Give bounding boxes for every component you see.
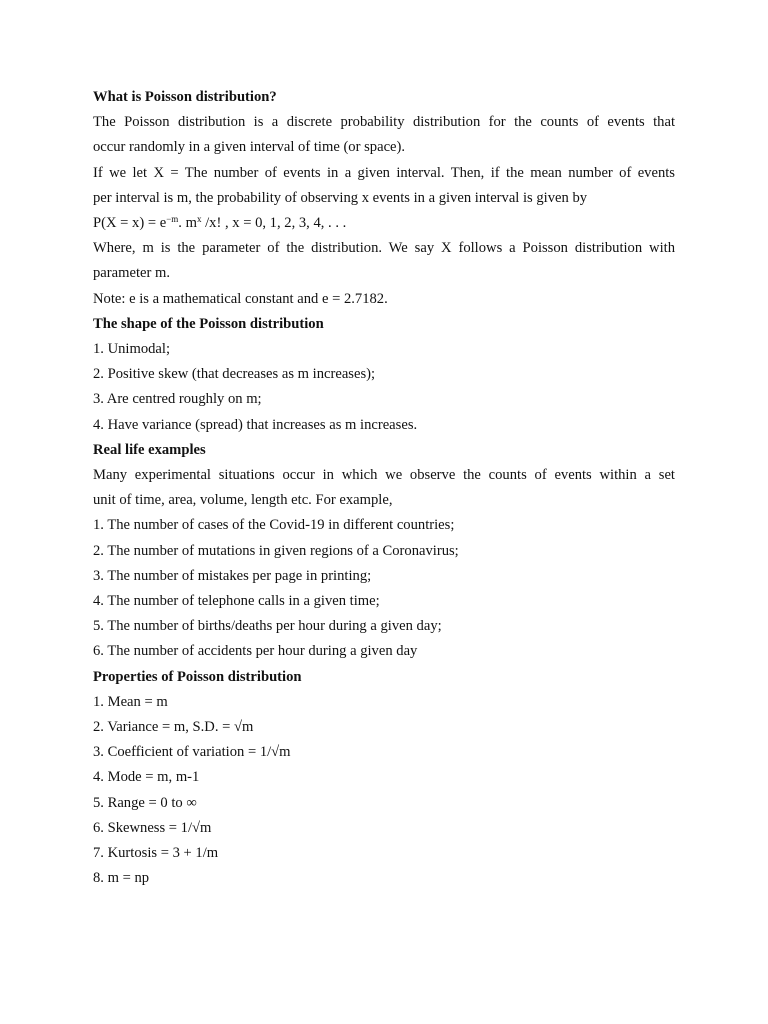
note-e-constant: Note: e is a mathematical constant and e = 2.7182. bbox=[93, 290, 388, 307]
list-item: 5. Range = 0 to ∞ bbox=[93, 794, 197, 811]
section-heading-properties: Properties of Poisson distribution bbox=[93, 668, 302, 685]
list-item: 6. The number of accidents per hour during a given day bbox=[93, 643, 418, 660]
formula-exponent-x: x bbox=[196, 214, 202, 225]
list-item: 7. Kurtosis = 3 + 1/m bbox=[93, 845, 219, 862]
paragraph-examples-line-2: unit of time, area, volume, length etc. For example, bbox=[93, 492, 393, 509]
list-item: 8. m = np bbox=[93, 870, 150, 887]
formula-lhs: P(X = x) = e bbox=[93, 215, 167, 232]
paragraph-examples-line-1: Many experimental situations occur in which we observe the counts of events within a set bbox=[93, 467, 675, 484]
paragraph-parameter-line-2: parameter m. bbox=[93, 265, 170, 282]
paragraph-mean-line-1: If we let X = The number of events in a given interval. Then, if the mean number of events bbox=[93, 164, 675, 181]
list-item: 4. Mode = m, m-1 bbox=[93, 769, 200, 786]
list-item: 4. The number of telephone calls in a given time; bbox=[93, 593, 380, 610]
poisson-formula bbox=[93, 211, 675, 236]
formula-exponent-neg-m: −m bbox=[166, 214, 179, 225]
list-item: 2. The number of mutations in given regions of a Coronavirus; bbox=[93, 542, 459, 559]
list-item: 1. The number of cases of the Covid-19 in different countries; bbox=[93, 517, 455, 534]
paragraph-mean-line-2: per interval is m, the probability of observing x events in a given interval is given by bbox=[93, 189, 588, 206]
list-item: 3. Coefficient of variation = 1/√m bbox=[93, 744, 291, 761]
list-item: 6. Skewness = 1/√m bbox=[93, 819, 212, 836]
list-item: 1. Mean = m bbox=[93, 693, 168, 710]
list-item: 5. The number of births/deaths per hour during a given day; bbox=[93, 618, 442, 635]
paragraph-parameter-line-1: Where, m is the parameter of the distribution. We say X follows a Poisson distribution with bbox=[93, 240, 675, 257]
list-item: 1. Unimodal; bbox=[93, 341, 171, 358]
formula-mid: . m bbox=[178, 215, 197, 232]
section-heading-what-is-poisson: What is Poisson distribution? bbox=[93, 89, 277, 105]
list-item: 2. Positive skew (that decreases as m increases); bbox=[93, 366, 376, 383]
section-heading-real-life-examples: Real life examples bbox=[93, 441, 206, 458]
list-item: 3. Are centred roughly on m; bbox=[93, 391, 262, 408]
section-heading-shape: The shape of the Poisson distribution bbox=[93, 315, 324, 332]
formula-rhs: /x! , x = 0, 1, 2, 3, 4, . . . bbox=[201, 215, 347, 232]
list-item: 3. The number of mistakes per page in printing; bbox=[93, 567, 372, 584]
paragraph-definition-line-2: occur randomly in a given interval of time (or space). bbox=[93, 139, 406, 156]
paragraph-definition-line-1: The Poisson distribution is a discrete probability distribution for the counts of events that bbox=[93, 114, 675, 131]
list-item: 2. Variance = m, S.D. = √m bbox=[93, 719, 254, 736]
list-item: 4. Have variance (spread) that increases as m increases. bbox=[93, 416, 418, 433]
document-page bbox=[93, 85, 675, 892]
